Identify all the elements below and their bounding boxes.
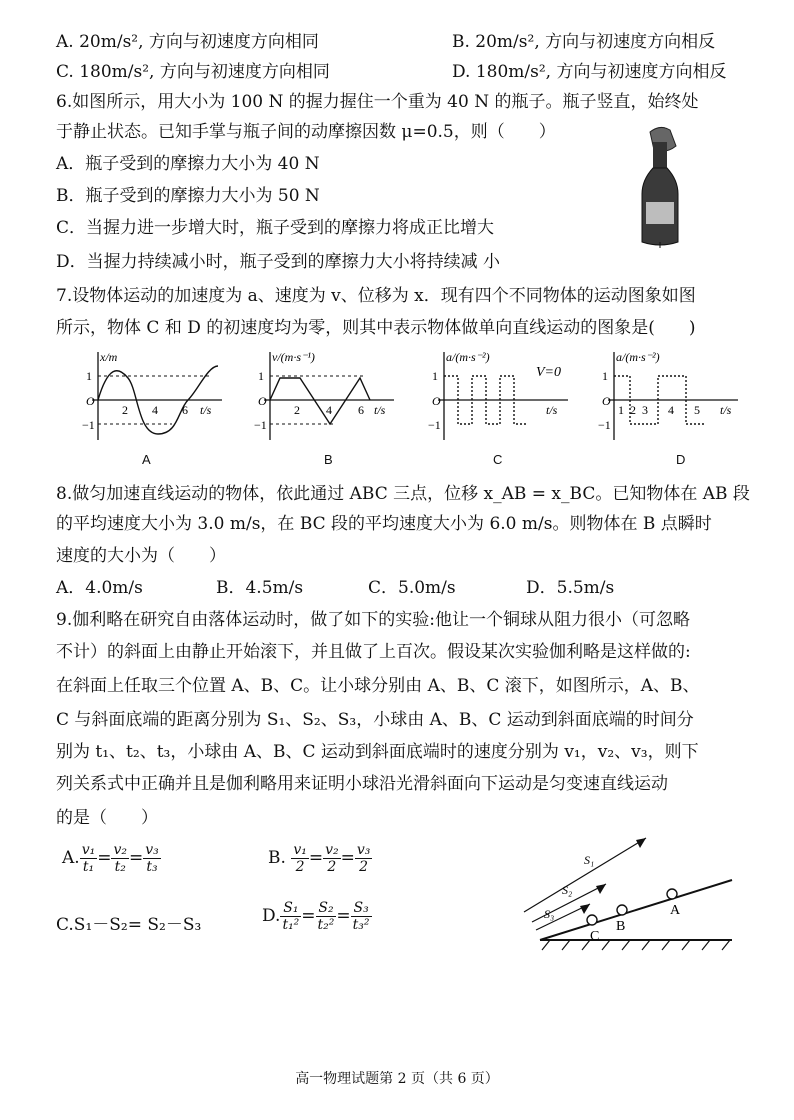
graph-b-ylabel: v/(m·s⁻¹) xyxy=(272,350,315,364)
q5-option-c: C. 180m/s², 方向与初速度方向相同 xyxy=(56,62,330,82)
q8-stem-line3: 速度的大小为（ ） xyxy=(56,546,226,566)
q9-stem-line4: C 与斜面底端的距离分别为 S₁、S₂、S₃，小球由 A、B、C 运动到斜面底端的时间分 xyxy=(56,710,694,730)
q6-option-a: A．瓶子受到的摩擦力大小为 40 N xyxy=(56,154,320,174)
graph-b-xlabel: t/s xyxy=(374,403,386,417)
graph-a-tick-6: 6 xyxy=(182,403,188,417)
q8-option-b: B．4.5m/s xyxy=(216,578,304,598)
q8-stem-line2: 的平均速度大小为 3.0 m/s，在 BC 段的平均速度大小为 6.0 m/s。则物体在 B 点瞬时 xyxy=(56,514,712,534)
q5-option-d: D. 180m/s², 方向与初速度方向相反 xyxy=(452,62,727,82)
graph-d-tick-4: 4 xyxy=(668,403,674,417)
q9-option-a-label: A. xyxy=(62,848,80,868)
frac-num: S₃ xyxy=(351,900,372,917)
q5-option-b: B. 20m/s², 方向与初速度方向相反 xyxy=(452,32,716,52)
label-s3: S₃ xyxy=(544,907,555,921)
q9-option-d: D. $\frac{\text{S₁}}{\text{t₁²}}$ = $\frac{\text{S₂}}{\text{t₂²}}$ = $\frac{\text{S₃}}{\text{t₃²}}$ xyxy=(262,900,370,933)
frac-num: v₃ xyxy=(145,842,159,858)
label-s1: S₁ xyxy=(584,853,595,867)
graph-b-tick-4: 4 xyxy=(326,403,332,417)
graph-b-y1: 1 xyxy=(258,369,264,383)
graph-d-y1: 1 xyxy=(602,369,608,383)
s1-arrow xyxy=(524,838,646,912)
frac-den: 2 xyxy=(327,859,337,875)
graph-d-label: D xyxy=(676,452,686,467)
graph-d-ylabel: a/(m·s⁻²) xyxy=(616,350,660,364)
ball-c xyxy=(587,915,597,925)
q8-option-c: C．5.0m/s xyxy=(368,578,456,598)
frac-den: 2 xyxy=(359,859,369,875)
label-a: A xyxy=(670,903,681,918)
q6-option-b: B．瓶子受到的摩擦力大小为 50 N xyxy=(56,186,320,206)
graph-d-xlabel: t/s xyxy=(720,403,732,417)
graph-c xyxy=(428,348,578,444)
graph-a-ylabel: x/m xyxy=(100,350,118,364)
frac-den: t₁ xyxy=(82,859,95,875)
graph-d-yneg: −1 xyxy=(598,418,611,432)
graph-d-tick-5: 5 xyxy=(694,403,700,417)
frac-den: t₂ xyxy=(114,859,126,875)
graph-a-xlabel: t/s xyxy=(200,403,212,417)
ball-a xyxy=(667,889,677,899)
frac-num: v₂ xyxy=(113,842,127,858)
graph-c-ylabel: a/(m·s⁻²) xyxy=(446,350,490,364)
graph-d-tick-3: 3 xyxy=(642,403,648,417)
frac-num: v₁ xyxy=(293,842,307,858)
graph-b-label: B xyxy=(324,452,333,467)
q9-stem-line1: 9.伽利略在研究自由落体运动时，做了如下的实验:他让一个铜球从阻力很小（可忽略 xyxy=(56,610,690,630)
graph-d-tick-1: 1 xyxy=(618,403,624,417)
frac-num: v₃ xyxy=(356,842,371,858)
frac-den: t₃² xyxy=(352,917,370,933)
q6-option-d: D．当握力持续减小时，瓶子受到的摩擦力大小将持续减 小 xyxy=(56,252,501,272)
graph-b-line xyxy=(270,378,370,424)
graph-a-tick-2: 2 xyxy=(122,403,128,417)
q9-option-b: B. $\frac{\text{v₁}}{2}$ = $\frac{\text{v₂}}{2}$ = $\frac{\text{v₃}}{2}$ xyxy=(268,842,371,875)
graph-d-tick-2: 2 xyxy=(630,403,636,417)
graph-c-yneg: −1 xyxy=(428,418,441,432)
graph-b-tick-6: 6 xyxy=(358,403,364,417)
q9-option-d-label: D. xyxy=(262,906,281,926)
q9-option-a: A. $\frac{\text{v₁}}{\text{t₁}}$ = $\frac{\text{v₂}}{\text{t₂}}$ = $\frac{\text{v₃}}{\text{t₃}}$ xyxy=(62,842,159,875)
graph-b-yneg: −1 xyxy=(254,418,267,432)
q8-option-d: D．5.5m/s xyxy=(526,578,615,598)
frac-num: S₂ xyxy=(316,900,337,917)
q7-stem-line2: 所示，物体 C 和 D 的初速度均为零，则其中表示物体做单向直线运动的图象是( ) xyxy=(56,318,696,338)
graph-c-y1: 1 xyxy=(432,369,438,383)
q7-stem-line1: 7.设物体运动的加速度为 a、速度为 v、位移为 x．现有四个不同物体的运动图象如图 xyxy=(56,286,696,306)
graph-b-tick-2: 2 xyxy=(294,403,300,417)
graph-c-origin: O xyxy=(432,394,441,408)
page-footer: 高一物理试题第 2 页（共 6 页） xyxy=(295,1071,499,1087)
frac-num: S₁ xyxy=(280,900,301,917)
q6-option-c: C．当握力进一步增大时，瓶子受到的摩擦力将成正比增大 xyxy=(56,218,495,238)
graph-d xyxy=(598,348,748,444)
graph-c-label: C xyxy=(493,452,503,467)
q9-stem-line6: 列关系式中正确并且是伽利略用来证明小球沿光滑斜面向下运动是匀变速直线运动 xyxy=(56,774,668,794)
q9-stem-line2: 不计）的斜面上由静止开始滚下，并且做了上百次。假设某次实验伽利略是这样做的: xyxy=(56,642,691,662)
q9-stem-line5: 别为 t₁、t₂、t₃，小球由 A、B、C 运动到斜面底端时的速度分别为 v₁，v₂、v₃，则下 xyxy=(56,742,699,762)
graph-a-origin: O xyxy=(86,394,95,408)
q9-stem-line3: 在斜面上任取三个位置 A、B、C。让小球分别由 A、B、C 滚下，如图所示，A、B、 xyxy=(56,676,700,696)
graph-a-label: A xyxy=(142,452,151,467)
frac-num: v₂ xyxy=(325,842,339,858)
q8-stem-line1: 8.做匀加速直线运动的物体，依此通过 ABC 三点，位移 x_AB = x_BC。已知物体在 AB 段 xyxy=(56,484,750,504)
q8-option-a: A．4.0m/s xyxy=(56,578,143,598)
q9-option-c: C.S₁－S₂= S₂－S₃ xyxy=(56,915,202,935)
graph-b-origin: O xyxy=(258,394,267,408)
q6-stem-line2: 于静止状态。已知手掌与瓶子间的动摩擦因数 μ=0.5，则（ ） xyxy=(56,122,556,142)
q9-option-b-label: B. xyxy=(268,848,286,868)
label-c: C xyxy=(590,929,600,944)
bottle-hand-figure xyxy=(620,120,700,250)
label-s2: S₂ xyxy=(562,883,573,897)
graph-a-y1: 1 xyxy=(86,369,92,383)
ball-b xyxy=(617,905,627,915)
graph-d-origin: O xyxy=(602,394,611,408)
incline-figure xyxy=(510,828,742,958)
ground-hatch xyxy=(542,940,730,950)
graph-c-xlabel: t/s xyxy=(546,403,558,417)
frac-den: t₂² xyxy=(317,917,335,933)
graph-c-note: V=0 xyxy=(536,365,561,380)
frac-den: t₃ xyxy=(146,859,158,875)
q6-stem-line1: 6.如图所示，用大小为 100 N 的握力握住一个重为 40 N 的瓶子。瓶子竖直，始终处 xyxy=(56,92,699,112)
frac-den: t₁² xyxy=(282,917,300,933)
frac-den: 2 xyxy=(295,859,305,875)
label-b: B xyxy=(616,919,626,934)
frac-num: v₁ xyxy=(81,842,96,858)
graph-a xyxy=(82,348,232,444)
graph-b xyxy=(254,348,404,444)
graph-a-yneg: −1 xyxy=(82,418,95,432)
q5-option-a: A. 20m/s², 方向与初速度方向相同 xyxy=(56,32,319,52)
graph-a-tick-4: 4 xyxy=(152,403,158,417)
q9-stem-line7: 的是（ ） xyxy=(56,808,158,828)
